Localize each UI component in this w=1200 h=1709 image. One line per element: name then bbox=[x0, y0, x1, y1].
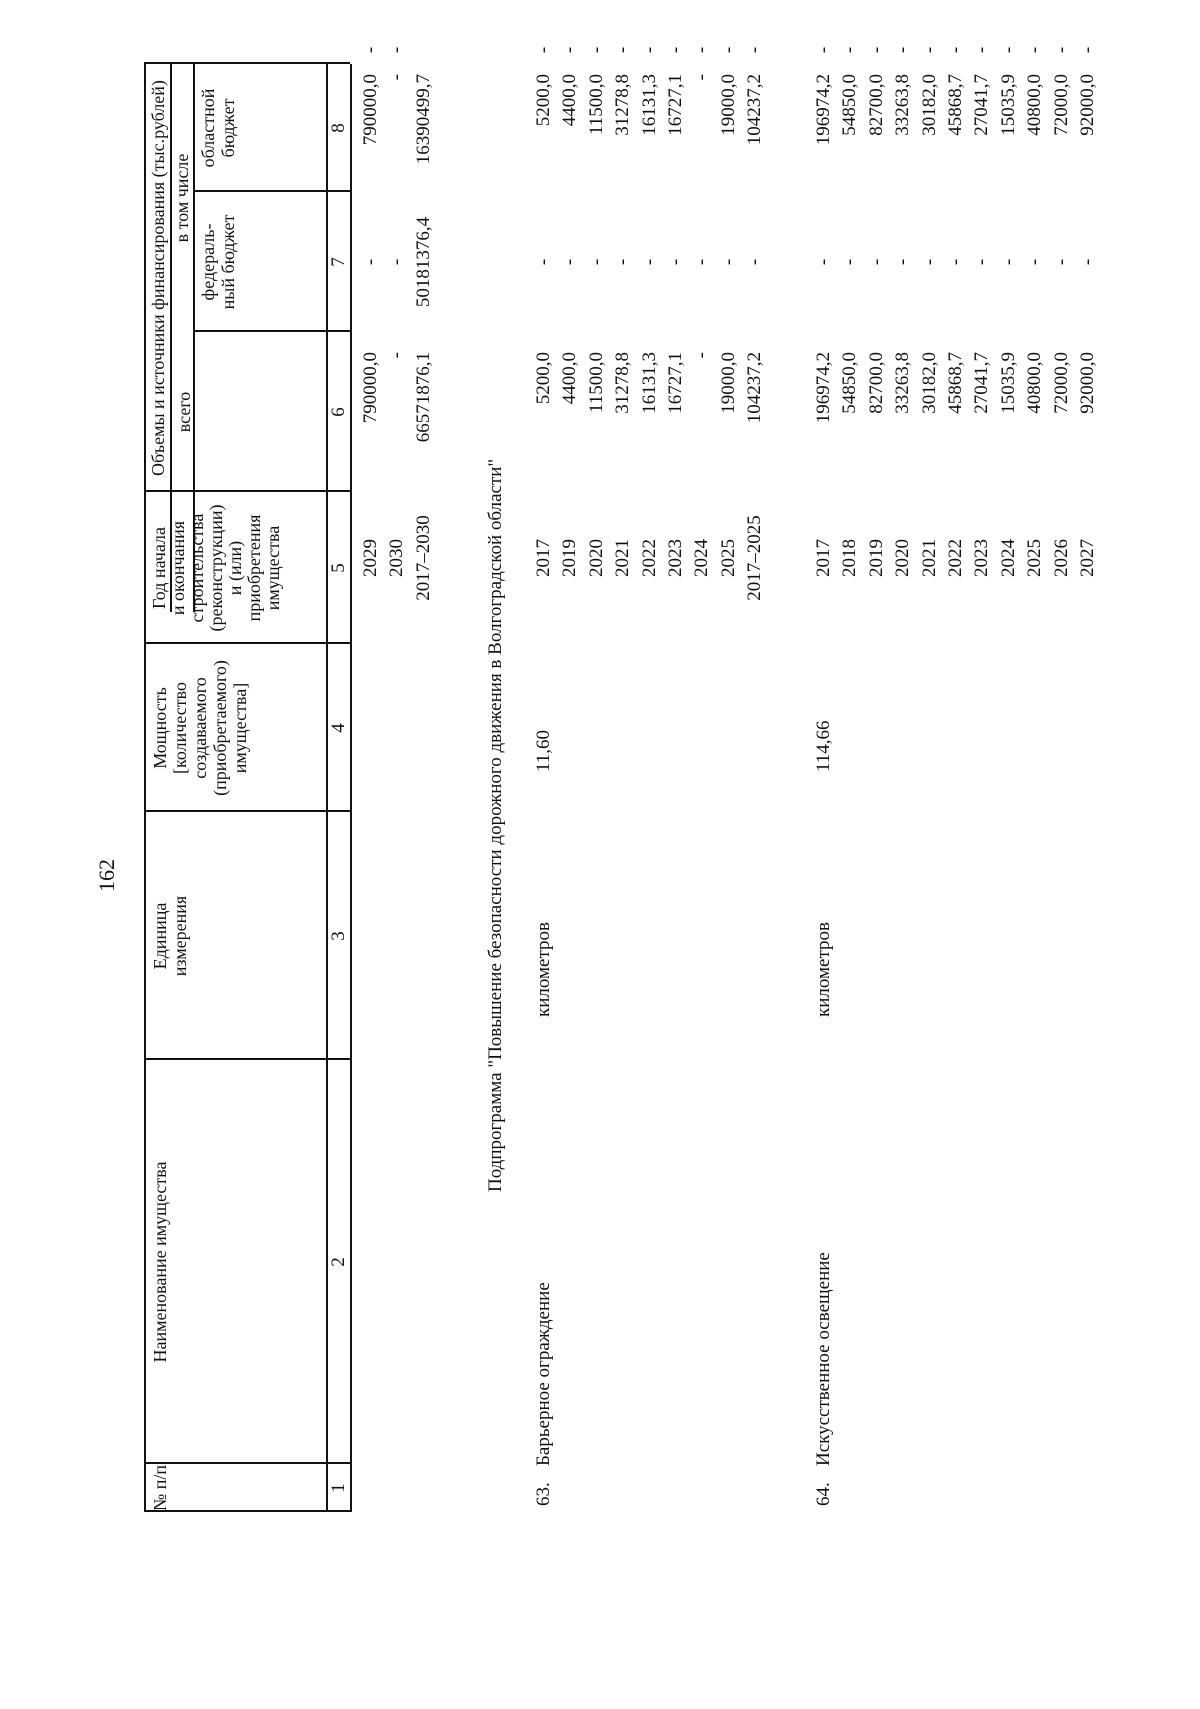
colnum-7: 7 bbox=[328, 257, 349, 267]
regional-cell: 31278,8 bbox=[612, 74, 634, 136]
regional-cell: 45868,7 bbox=[945, 74, 966, 136]
year-cell: 2021 bbox=[612, 539, 634, 577]
header-total: всего bbox=[174, 391, 194, 433]
extra-cell: - bbox=[1050, 46, 1072, 54]
extra-cell: - bbox=[1024, 46, 1046, 54]
year-cell: 2018 bbox=[839, 539, 861, 577]
federal-cell: - bbox=[360, 258, 381, 266]
federal-cell: - bbox=[918, 258, 940, 266]
year-cell: 2023 bbox=[665, 539, 686, 577]
year-cell: 2027 bbox=[1077, 539, 1098, 577]
header-years-line-6: имущества bbox=[263, 525, 283, 611]
extra-cell: - bbox=[638, 46, 660, 54]
year-cell: 2025 bbox=[1024, 539, 1046, 577]
total-cell: 19000,0 bbox=[717, 352, 739, 414]
colnum-5: 5 bbox=[328, 563, 349, 573]
total-cell: - bbox=[691, 352, 713, 359]
year-cell: 2025 bbox=[717, 539, 739, 577]
total-cell: 196974,2 bbox=[813, 352, 834, 424]
colnum-4: 4 bbox=[328, 723, 349, 733]
header-capacity-line-1: [количество bbox=[170, 682, 190, 774]
header-years-line-5: приобретения bbox=[244, 514, 264, 622]
total-cell: 82700,0 bbox=[865, 352, 887, 414]
total-cell: 4400,0 bbox=[559, 352, 581, 405]
year-cell: 2029 bbox=[360, 539, 381, 577]
header-capacity-line-3: (приобретаемого) bbox=[210, 660, 230, 796]
extra-cell: - bbox=[744, 46, 766, 54]
regional-cell: 19000,0 bbox=[717, 74, 739, 136]
total-cell: - bbox=[386, 352, 408, 359]
header-funding-group: Объемы и источники финансирования (тыс.рублей) bbox=[148, 80, 168, 476]
header-years-line-3: (реконструкции) bbox=[206, 504, 226, 632]
federal-cell: - bbox=[945, 258, 966, 266]
extra-cell: - bbox=[533, 46, 554, 54]
header-federal-line-0: федераль- bbox=[198, 223, 218, 301]
total-cell: 54850,0 bbox=[839, 352, 861, 414]
regional-cell: 11500,0 bbox=[585, 74, 607, 136]
regional-cell: 104237,2 bbox=[744, 74, 766, 146]
regional-cell: 72000,0 bbox=[1050, 74, 1072, 136]
item-name: Барьерное ограждение bbox=[533, 1282, 554, 1466]
federal-cell: - bbox=[691, 258, 713, 266]
header-years bbox=[150, 492, 283, 644]
federal-cell: - bbox=[839, 258, 861, 266]
extra-cell: - bbox=[839, 46, 861, 54]
item-number: 64. bbox=[813, 1482, 834, 1506]
total-cell: 16131,3 bbox=[638, 352, 660, 414]
federal-cell: 50181376,4 bbox=[412, 216, 434, 308]
header-unit bbox=[150, 812, 190, 1060]
header-regional bbox=[198, 64, 238, 192]
regional-cell: 82700,0 bbox=[865, 74, 887, 136]
total-cell: 66571876,1 bbox=[412, 352, 434, 443]
header-capacity bbox=[150, 644, 250, 812]
year-cell: 2022 bbox=[638, 539, 660, 577]
federal-cell: - bbox=[1050, 258, 1072, 266]
total-cell: 45868,7 bbox=[945, 352, 966, 414]
header-name: Наименование имущества bbox=[150, 1161, 170, 1363]
extra-cell: - bbox=[813, 46, 834, 54]
header-regional-line-0: областной bbox=[198, 88, 218, 168]
regional-cell: 15035,9 bbox=[997, 74, 1019, 136]
header-capacity-line-4: имущества] bbox=[230, 682, 250, 774]
extra-cell: - bbox=[1077, 46, 1098, 54]
federal-cell: - bbox=[559, 258, 581, 266]
total-cell: 92000,0 bbox=[1077, 352, 1098, 414]
regional-cell: - bbox=[386, 74, 408, 81]
federal-cell: - bbox=[971, 258, 993, 266]
federal-cell: - bbox=[744, 258, 766, 266]
federal-cell: - bbox=[717, 258, 739, 266]
total-cell: 40800,0 bbox=[1024, 352, 1046, 414]
subprogram-title: Подпрограмма "Повышение безопасности дорожного движения в Волгоградской области" bbox=[485, 458, 506, 1192]
federal-cell: - bbox=[585, 258, 607, 266]
federal-cell: - bbox=[865, 258, 887, 266]
federal-cell: - bbox=[638, 258, 660, 266]
total-cell: 11500,0 bbox=[585, 352, 607, 414]
colnum-2: 2 bbox=[328, 1257, 349, 1267]
regional-cell: 16390499,7 bbox=[412, 74, 434, 165]
regional-cell: 27041,7 bbox=[971, 74, 993, 136]
total-cell: 31278,8 bbox=[612, 352, 634, 414]
federal-cell: - bbox=[892, 258, 914, 266]
year-cell: 2021 bbox=[918, 539, 940, 577]
extra-cell: - bbox=[892, 46, 914, 54]
total-cell: 33263,8 bbox=[892, 352, 914, 414]
total-cell: 5200,0 bbox=[533, 352, 554, 405]
year-cell: 2017–2025 bbox=[744, 515, 766, 601]
year-cell: 2020 bbox=[585, 539, 607, 577]
regional-cell: 790000,0 bbox=[360, 74, 381, 146]
extra-cell: - bbox=[360, 46, 381, 54]
header-number: № п/п bbox=[150, 1465, 170, 1511]
extra-cell: - bbox=[945, 46, 966, 54]
header-years-line-0: Год начала bbox=[149, 526, 169, 610]
header-federal-line-1: ный бюджет bbox=[218, 214, 238, 310]
year-cell: 2030 bbox=[386, 539, 408, 577]
regional-cell: 40800,0 bbox=[1024, 74, 1046, 136]
page-number: 162 bbox=[94, 859, 119, 892]
col-border-0 bbox=[144, 1511, 350, 1513]
total-cell: 27041,7 bbox=[971, 352, 993, 414]
regional-cell: 16131,3 bbox=[638, 74, 660, 136]
table-top-border bbox=[144, 64, 146, 1512]
year-cell: 2017 bbox=[813, 539, 834, 577]
extra-cell: - bbox=[559, 46, 581, 54]
regional-cell: 30182,0 bbox=[918, 74, 940, 136]
header-capacity-line-2: создаваемого bbox=[190, 677, 210, 779]
year-cell: 2020 bbox=[892, 539, 914, 577]
total-cell: 30182,0 bbox=[918, 352, 940, 414]
year-cell: 2024 bbox=[691, 539, 713, 577]
header-years-line-4: и (или) bbox=[225, 540, 245, 596]
year-cell: 2019 bbox=[865, 539, 887, 577]
col-border-1 bbox=[144, 1463, 350, 1465]
regional-cell: 54850,0 bbox=[839, 74, 861, 136]
federal-cell: - bbox=[1024, 258, 1046, 266]
federal-cell: - bbox=[533, 258, 554, 266]
extra-cell: - bbox=[665, 46, 686, 54]
colnum-8: 8 bbox=[328, 123, 349, 133]
item-unit: километров bbox=[533, 922, 554, 1017]
regional-cell: 16727,1 bbox=[665, 74, 686, 136]
header-years-line-2: строительства bbox=[187, 513, 207, 623]
federal-cell: - bbox=[665, 258, 686, 266]
item-number: 63. bbox=[533, 1482, 554, 1506]
year-cell: 2026 bbox=[1050, 539, 1072, 577]
regional-cell: 4400,0 bbox=[559, 74, 581, 127]
total-cell: 15035,9 bbox=[997, 352, 1019, 414]
regional-cell: - bbox=[691, 74, 713, 81]
header-capacity-line-0: Мощность bbox=[150, 687, 170, 769]
federal-cell: - bbox=[1077, 258, 1098, 266]
item-unit: километров bbox=[813, 922, 834, 1017]
extra-cell: - bbox=[865, 46, 887, 54]
regional-cell: 5200,0 bbox=[533, 74, 554, 127]
colnum-bottom-border bbox=[350, 64, 352, 1512]
extra-cell: - bbox=[691, 46, 713, 54]
federal-cell: - bbox=[813, 258, 834, 266]
extra-cell: - bbox=[585, 46, 607, 54]
item-name: Искусственное освещение bbox=[813, 1252, 834, 1466]
extra-cell: - bbox=[386, 46, 408, 54]
colnum-1: 1 bbox=[328, 1483, 349, 1493]
header-years-line-1: и окончания bbox=[168, 520, 188, 616]
year-cell: 2024 bbox=[997, 539, 1019, 577]
year-cell: 2017–2030 bbox=[412, 515, 434, 601]
extra-cell: - bbox=[918, 46, 940, 54]
total-cell: 104237,2 bbox=[744, 352, 766, 424]
federal-cell: - bbox=[997, 258, 1019, 266]
extra-cell: - bbox=[997, 46, 1019, 54]
year-cell: 2019 bbox=[559, 539, 581, 577]
total-cell: 72000,0 bbox=[1050, 352, 1072, 414]
extra-cell: - bbox=[717, 46, 739, 54]
header-federal bbox=[198, 192, 238, 492]
item-capacity: 114,66 bbox=[813, 720, 834, 772]
regional-cell: 33263,8 bbox=[892, 74, 914, 136]
extra-cell: - bbox=[971, 46, 993, 54]
regional-cell: 92000,0 bbox=[1077, 74, 1098, 136]
total-cell: 16727,1 bbox=[665, 352, 686, 414]
header-including: в том числе bbox=[172, 153, 192, 243]
header-unit-text: Единица измерения bbox=[150, 895, 190, 977]
item-capacity: 11,60 bbox=[533, 729, 554, 772]
total-cell: 790000,0 bbox=[360, 352, 381, 424]
federal-cell: - bbox=[386, 258, 408, 266]
regional-cell: 196974,2 bbox=[813, 74, 834, 146]
colnum-3: 3 bbox=[328, 931, 349, 941]
federal-cell: - bbox=[612, 258, 634, 266]
extra-cell: - bbox=[612, 46, 634, 54]
year-cell: 2022 bbox=[945, 539, 966, 577]
colnum-6: 6 bbox=[328, 407, 349, 417]
header-regional-line-1: бюджет bbox=[218, 98, 238, 158]
year-cell: 2023 bbox=[971, 539, 993, 577]
year-cell: 2017 bbox=[533, 539, 554, 577]
header-federal-text bbox=[198, 192, 238, 332]
